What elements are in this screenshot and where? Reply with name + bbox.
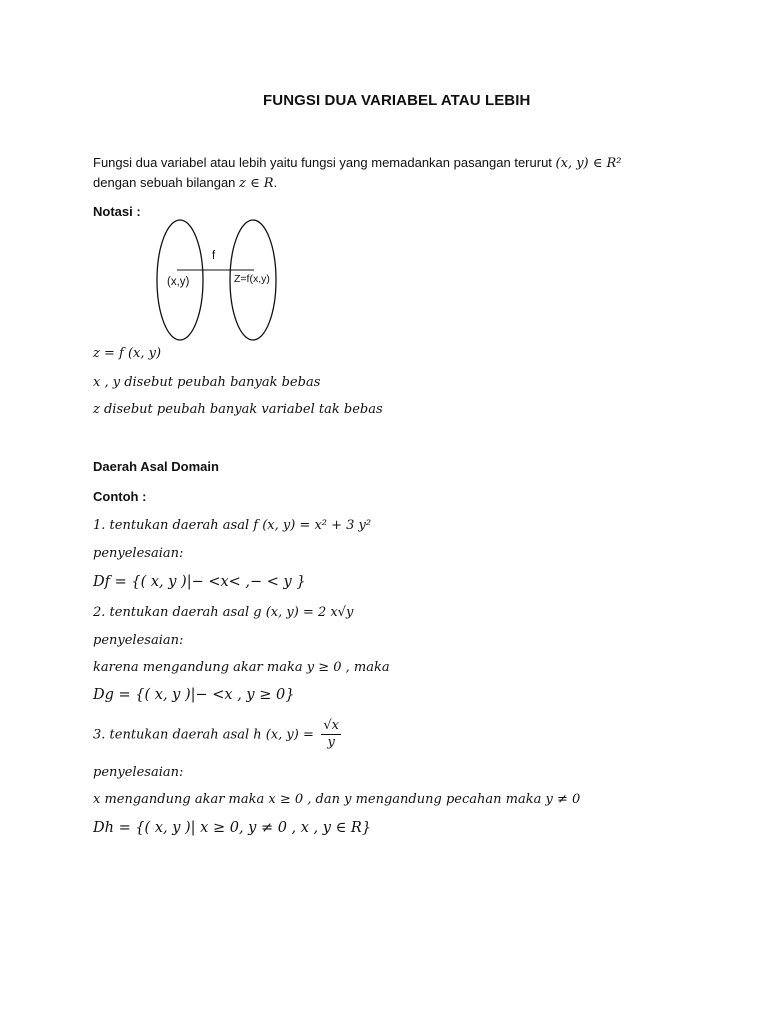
codomain-label: Z=f(x,y) [234, 273, 270, 285]
notation-line-1: z = f (x, y) [93, 346, 162, 361]
page-title: FUNGSI DUA VARIABEL ATAU LEBIH [263, 92, 531, 109]
mapping-diagram [150, 218, 290, 344]
intro-line-2 [93, 175, 277, 191]
notation-line-2: x , y disebut peubah banyak bebas [93, 375, 321, 390]
example-3-question-text: 3. tentukan daerah asal h (x, y) = [93, 727, 314, 743]
intro-line-2-text: dengan sebuah bilangan [93, 175, 236, 190]
notation-line-3: z disebut peubah banyak variabel tak bebas [93, 402, 383, 417]
intro-line-2-end: . [273, 175, 278, 190]
contoh-label: Contoh : [93, 489, 147, 504]
example-1-answer: Df = {( x, y )|− <x< ,− < y } [93, 574, 306, 590]
example-3-question [93, 718, 341, 751]
example-1-penyelesaian: penyelesaian: [93, 546, 184, 561]
example-3-denominator: y [327, 735, 335, 750]
mapping-f-label: f [212, 250, 216, 262]
section-heading: Daerah Asal Domain [93, 459, 219, 474]
intro-line-1 [93, 155, 622, 171]
intro-line-1-text: Fungsi dua variabel atau lebih yaitu fungsi yang memadankan pasangan terurut [93, 155, 552, 170]
example-3-numerator: √x [323, 718, 339, 733]
example-2-answer: Dg = {( x, y )|− <x , y ≥ 0} [93, 687, 295, 703]
example-3-fraction [321, 718, 341, 751]
example-1-question: 1. tentukan daerah asal f (x, y) = x² + 3 y² [93, 518, 372, 533]
example-2-question: 2. tentukan daerah asal g (x, y) = 2 x√y [93, 605, 354, 620]
domain-label: (x,y) [167, 276, 190, 288]
example-2-reason: karena mengandung akar maka y ≥ 0 , maka [93, 660, 390, 675]
intro-line-1-math: (x, y) ∈ R² [555, 156, 622, 171]
example-2-penyelesaian: penyelesaian: [93, 633, 184, 648]
notasi-label: Notasi : [93, 204, 141, 219]
example-3-penyelesaian: penyelesaian: [93, 765, 184, 780]
example-3-answer: Dh = {( x, y )| x ≥ 0, y ≠ 0 , x , y ∈ R} [93, 820, 372, 836]
intro-line-2-math: z ∈ R [239, 176, 274, 191]
example-3-reason: x mengandung akar maka x ≥ 0 , dan y mengandung pecahan maka y ≠ 0 [93, 792, 581, 807]
